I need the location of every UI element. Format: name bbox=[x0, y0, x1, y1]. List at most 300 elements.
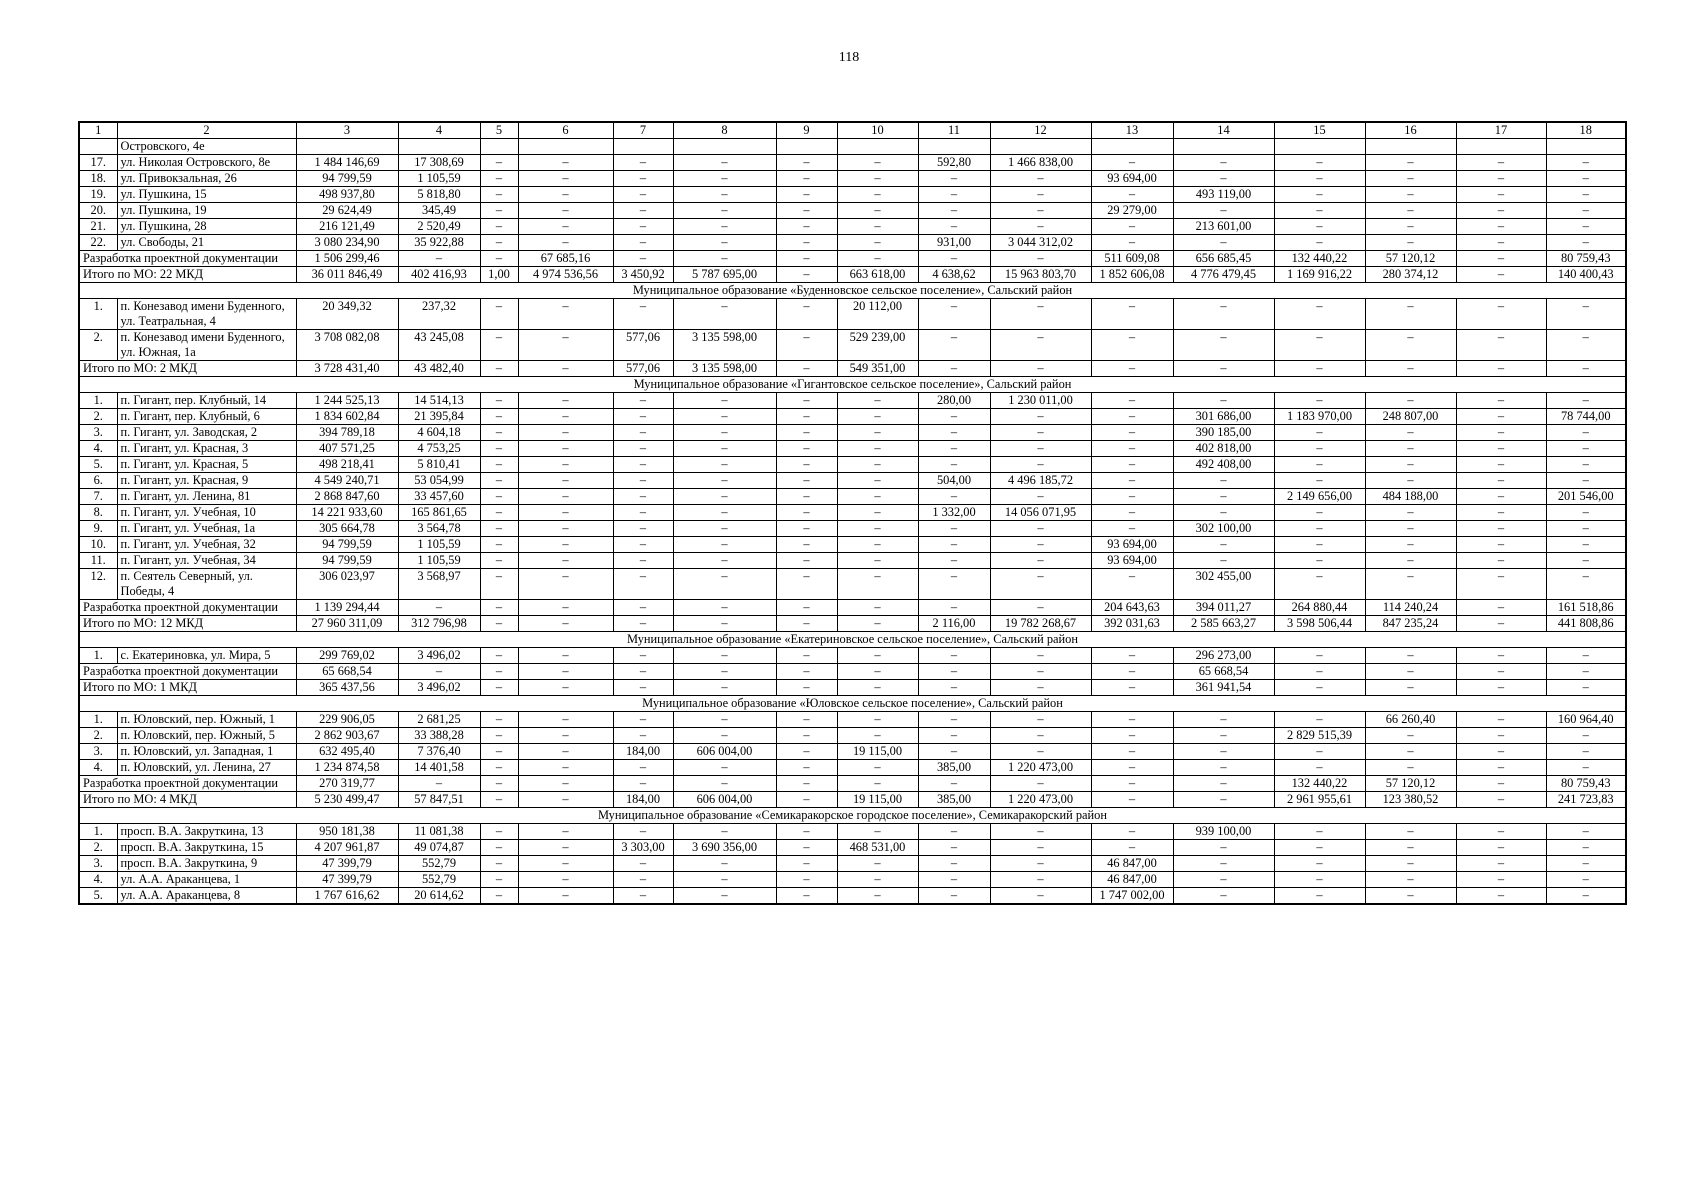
table-cell: – bbox=[1091, 569, 1173, 600]
summary-label: Итого по МО: 2 МКД bbox=[79, 361, 296, 377]
table-cell: – bbox=[1274, 361, 1365, 377]
table-cell: – bbox=[1274, 872, 1365, 888]
table-cell: – bbox=[613, 648, 673, 664]
section-title: Муниципальное образование «Гигантовское сельское поселение», Сальский район bbox=[79, 377, 1626, 393]
table-cell: 1 767 616,62 bbox=[296, 888, 398, 905]
table-cell: – bbox=[613, 171, 673, 187]
table-cell: – bbox=[837, 553, 918, 569]
table-cell: 123 380,52 bbox=[1365, 792, 1456, 808]
table-row bbox=[79, 473, 1626, 489]
table-cell: – bbox=[1456, 155, 1546, 171]
table-cell: – bbox=[837, 425, 918, 441]
address-cell: п. Гигант, ул. Учебная, 1а bbox=[117, 521, 296, 537]
table-cell: – bbox=[776, 600, 837, 616]
table-cell: 3 690 356,00 bbox=[673, 840, 776, 856]
section-header-row bbox=[79, 632, 1626, 648]
table-cell: – bbox=[1546, 664, 1626, 680]
table-row bbox=[79, 489, 1626, 505]
table-cell: – bbox=[1091, 776, 1173, 792]
table-cell: 27 960 311,09 bbox=[296, 616, 398, 632]
table-cell: – bbox=[518, 872, 613, 888]
table-cell bbox=[1091, 139, 1173, 155]
table-cell: – bbox=[990, 330, 1091, 361]
table-cell: – bbox=[673, 505, 776, 521]
table-cell: 11 081,38 bbox=[398, 824, 480, 840]
address-cell: ул. А.А. Араканцева, 8 bbox=[117, 888, 296, 905]
table-cell: – bbox=[1274, 171, 1365, 187]
table-cell: 3 568,97 bbox=[398, 569, 480, 600]
table-cell: 385,00 bbox=[918, 792, 990, 808]
row-number: 6. bbox=[79, 473, 117, 489]
table-cell: – bbox=[776, 537, 837, 553]
table-cell: – bbox=[918, 712, 990, 728]
table-row bbox=[79, 299, 1626, 330]
data-table bbox=[78, 121, 1627, 905]
table-cell: – bbox=[990, 569, 1091, 600]
address-cell: п. Гигант, ул. Красная, 9 bbox=[117, 473, 296, 489]
table-cell: 46 847,00 bbox=[1091, 872, 1173, 888]
table-cell: – bbox=[1546, 187, 1626, 203]
table-cell: 498 937,80 bbox=[296, 187, 398, 203]
table-cell: – bbox=[776, 361, 837, 377]
row-number: 2. bbox=[79, 409, 117, 425]
table-cell: – bbox=[776, 393, 837, 409]
table-cell: – bbox=[1546, 361, 1626, 377]
table-cell: – bbox=[990, 680, 1091, 696]
table-cell: – bbox=[673, 409, 776, 425]
table-cell: – bbox=[776, 792, 837, 808]
table-cell: – bbox=[480, 505, 518, 521]
address-cell: п. Гигант, ул. Учебная, 10 bbox=[117, 505, 296, 521]
table-cell: – bbox=[1274, 840, 1365, 856]
summary-row bbox=[79, 361, 1626, 377]
table-cell: – bbox=[1546, 840, 1626, 856]
table-cell: – bbox=[518, 203, 613, 219]
table-cell: – bbox=[1546, 728, 1626, 744]
column-header: 7 bbox=[613, 122, 673, 139]
table-cell: 394 789,18 bbox=[296, 425, 398, 441]
table-cell: – bbox=[613, 553, 673, 569]
table-cell: 302 455,00 bbox=[1173, 569, 1274, 600]
row-number: 2. bbox=[79, 728, 117, 744]
table-cell: 4 974 536,56 bbox=[518, 267, 613, 283]
table-cell: – bbox=[518, 600, 613, 616]
table-cell: 3 135 598,00 bbox=[673, 361, 776, 377]
table-cell: 66 260,40 bbox=[1365, 712, 1456, 728]
table-row bbox=[79, 155, 1626, 171]
table-cell: – bbox=[480, 600, 518, 616]
table-cell: – bbox=[990, 712, 1091, 728]
table-cell: – bbox=[1546, 648, 1626, 664]
column-header: 12 bbox=[990, 122, 1091, 139]
table-cell: – bbox=[1274, 187, 1365, 203]
table-cell: – bbox=[1546, 235, 1626, 251]
table-cell: – bbox=[673, 425, 776, 441]
table-cell: 492 408,00 bbox=[1173, 457, 1274, 473]
table-cell: – bbox=[1365, 187, 1456, 203]
address-cell: п. Гигант, ул. Ленина, 81 bbox=[117, 489, 296, 505]
address-cell: п. Конезавод имени Буденного, ул. Театральная, 4 bbox=[117, 299, 296, 330]
table-cell: – bbox=[1173, 712, 1274, 728]
table-cell: – bbox=[776, 872, 837, 888]
table-cell: – bbox=[480, 330, 518, 361]
table-cell: – bbox=[776, 553, 837, 569]
row-number: 3. bbox=[79, 425, 117, 441]
table-row bbox=[79, 537, 1626, 553]
table-cell: – bbox=[776, 473, 837, 489]
table-cell: – bbox=[613, 680, 673, 696]
table-cell: – bbox=[1365, 521, 1456, 537]
table-cell: – bbox=[1274, 457, 1365, 473]
table-cell: – bbox=[1091, 235, 1173, 251]
table-cell: – bbox=[518, 425, 613, 441]
table-cell: – bbox=[480, 824, 518, 840]
table-cell: – bbox=[918, 251, 990, 267]
table-cell: 132 440,22 bbox=[1274, 251, 1365, 267]
table-row bbox=[79, 505, 1626, 521]
summary-label: Итого по МО: 1 МКД bbox=[79, 680, 296, 696]
table-cell: – bbox=[837, 712, 918, 728]
table-cell: – bbox=[613, 473, 673, 489]
table-cell: – bbox=[990, 776, 1091, 792]
table-cell: 1 466 838,00 bbox=[990, 155, 1091, 171]
table-row bbox=[79, 457, 1626, 473]
table-cell bbox=[1456, 139, 1546, 155]
table-cell: – bbox=[518, 824, 613, 840]
table-cell: – bbox=[918, 441, 990, 457]
table-cell: 33 388,28 bbox=[398, 728, 480, 744]
table-cell: – bbox=[1091, 187, 1173, 203]
table-cell: – bbox=[518, 521, 613, 537]
table-cell: – bbox=[990, 537, 1091, 553]
table-cell: – bbox=[1091, 219, 1173, 235]
table-cell: – bbox=[1456, 728, 1546, 744]
table-cell: – bbox=[1365, 569, 1456, 600]
table-row bbox=[79, 139, 1626, 155]
table-cell: – bbox=[837, 824, 918, 840]
table-cell: – bbox=[1091, 744, 1173, 760]
table-cell: 4 638,62 bbox=[918, 267, 990, 283]
table-cell: – bbox=[1456, 203, 1546, 219]
table-cell: – bbox=[1173, 489, 1274, 505]
table-cell: – bbox=[776, 251, 837, 267]
table-cell: – bbox=[837, 203, 918, 219]
table-cell: – bbox=[990, 441, 1091, 457]
table-cell bbox=[1365, 139, 1456, 155]
table-cell: – bbox=[480, 569, 518, 600]
table-cell: – bbox=[776, 505, 837, 521]
table-cell: – bbox=[613, 505, 673, 521]
table-cell: – bbox=[673, 616, 776, 632]
table-cell: 2 520,49 bbox=[398, 219, 480, 235]
address-cell: п. Гигант, пер. Клубный, 6 bbox=[117, 409, 296, 425]
table-cell: – bbox=[1546, 393, 1626, 409]
table-row bbox=[79, 425, 1626, 441]
table-cell: – bbox=[918, 744, 990, 760]
row-number: 1. bbox=[79, 648, 117, 664]
table-cell: – bbox=[776, 441, 837, 457]
table-cell: – bbox=[613, 251, 673, 267]
table-row bbox=[79, 824, 1626, 840]
table-cell: – bbox=[1456, 187, 1546, 203]
table-cell: – bbox=[673, 457, 776, 473]
table-cell: – bbox=[776, 187, 837, 203]
table-cell: – bbox=[837, 856, 918, 872]
table-cell: – bbox=[673, 680, 776, 696]
table-cell: – bbox=[776, 616, 837, 632]
table-cell: – bbox=[518, 330, 613, 361]
table-cell: – bbox=[1274, 760, 1365, 776]
table-cell: – bbox=[673, 600, 776, 616]
table-cell: – bbox=[613, 441, 673, 457]
column-header: 15 bbox=[1274, 122, 1365, 139]
table-cell: – bbox=[776, 489, 837, 505]
table-cell: 1,00 bbox=[480, 267, 518, 283]
table-cell: 1 852 606,08 bbox=[1091, 267, 1173, 283]
table-cell: – bbox=[1274, 521, 1365, 537]
table-cell: 1 220 473,00 bbox=[990, 792, 1091, 808]
table-cell: 402 818,00 bbox=[1173, 441, 1274, 457]
table-cell: – bbox=[1274, 299, 1365, 330]
table-cell: – bbox=[990, 299, 1091, 330]
table-cell: – bbox=[1365, 680, 1456, 696]
table-cell: 3 080 234,90 bbox=[296, 235, 398, 251]
table-cell: – bbox=[1546, 744, 1626, 760]
table-cell: – bbox=[673, 155, 776, 171]
section-header-row bbox=[79, 283, 1626, 299]
table-cell: – bbox=[613, 409, 673, 425]
table-cell: – bbox=[837, 505, 918, 521]
table-cell: 549 351,00 bbox=[837, 361, 918, 377]
table-cell: – bbox=[776, 648, 837, 664]
table-cell: 19 782 268,67 bbox=[990, 616, 1091, 632]
table-cell: 529 239,00 bbox=[837, 330, 918, 361]
table-cell: – bbox=[673, 664, 776, 680]
table-cell: 94 799,59 bbox=[296, 171, 398, 187]
row-number: 5. bbox=[79, 888, 117, 905]
table-cell: – bbox=[613, 393, 673, 409]
table-cell: – bbox=[518, 616, 613, 632]
table-cell: 20 349,32 bbox=[296, 299, 398, 330]
table-cell: – bbox=[1546, 553, 1626, 569]
table-cell: – bbox=[1546, 824, 1626, 840]
table-cell: – bbox=[1173, 330, 1274, 361]
table-cell: – bbox=[776, 888, 837, 905]
table-cell: – bbox=[518, 744, 613, 760]
table-cell: – bbox=[918, 553, 990, 569]
table-cell: – bbox=[1456, 600, 1546, 616]
table-cell: – bbox=[1173, 393, 1274, 409]
table-cell: 847 235,24 bbox=[1365, 616, 1456, 632]
table-cell: – bbox=[1365, 219, 1456, 235]
table-cell: – bbox=[837, 600, 918, 616]
table-cell: – bbox=[776, 203, 837, 219]
table-cell: – bbox=[398, 664, 480, 680]
table-cell: – bbox=[1091, 425, 1173, 441]
table-cell: 216 121,49 bbox=[296, 219, 398, 235]
table-cell: – bbox=[837, 728, 918, 744]
table-cell: – bbox=[673, 489, 776, 505]
row-number: 18. bbox=[79, 171, 117, 187]
table-cell: – bbox=[1091, 680, 1173, 696]
table-cell: – bbox=[1091, 299, 1173, 330]
table-cell: – bbox=[837, 664, 918, 680]
table-cell: 592,80 bbox=[918, 155, 990, 171]
table-row bbox=[79, 553, 1626, 569]
table-cell: – bbox=[1173, 553, 1274, 569]
table-cell: – bbox=[1546, 203, 1626, 219]
table-cell: – bbox=[1456, 760, 1546, 776]
table-cell: – bbox=[990, 409, 1091, 425]
table-cell: – bbox=[990, 489, 1091, 505]
table-cell: – bbox=[480, 235, 518, 251]
table-cell: – bbox=[398, 776, 480, 792]
table-cell: – bbox=[518, 776, 613, 792]
table-cell: – bbox=[1173, 235, 1274, 251]
table-cell: – bbox=[1456, 235, 1546, 251]
table-cell: – bbox=[1456, 330, 1546, 361]
table-cell: – bbox=[1456, 521, 1546, 537]
table-cell: – bbox=[1546, 425, 1626, 441]
table-cell: – bbox=[1091, 441, 1173, 457]
table-cell: – bbox=[1456, 505, 1546, 521]
table-cell: – bbox=[1091, 760, 1173, 776]
table-cell: 392 031,63 bbox=[1091, 616, 1173, 632]
table-cell: – bbox=[1173, 760, 1274, 776]
table-cell: – bbox=[837, 251, 918, 267]
table-cell: – bbox=[776, 425, 837, 441]
table-row bbox=[79, 840, 1626, 856]
table-cell: 365 437,56 bbox=[296, 680, 398, 696]
table-cell: 301 686,00 bbox=[1173, 409, 1274, 425]
table-cell: – bbox=[837, 393, 918, 409]
table-cell bbox=[918, 139, 990, 155]
row-number: 3. bbox=[79, 856, 117, 872]
row-number: 4. bbox=[79, 441, 117, 457]
table-cell: – bbox=[613, 235, 673, 251]
table-cell bbox=[990, 139, 1091, 155]
table-cell: – bbox=[613, 664, 673, 680]
table-cell: – bbox=[837, 155, 918, 171]
table-cell: – bbox=[1173, 155, 1274, 171]
table-cell: – bbox=[518, 187, 613, 203]
table-cell: – bbox=[837, 680, 918, 696]
table-row bbox=[79, 521, 1626, 537]
row-number: 4. bbox=[79, 760, 117, 776]
summary-row bbox=[79, 792, 1626, 808]
table-cell: – bbox=[1456, 744, 1546, 760]
table-cell: 3 598 506,44 bbox=[1274, 616, 1365, 632]
address-cell: ул. Пушкина, 19 bbox=[117, 203, 296, 219]
table-cell: – bbox=[1091, 521, 1173, 537]
table-cell: – bbox=[518, 155, 613, 171]
table-row bbox=[79, 648, 1626, 664]
summary-row bbox=[79, 664, 1626, 680]
table-row bbox=[79, 728, 1626, 744]
table-cell: 577,06 bbox=[613, 361, 673, 377]
table-cell: – bbox=[1091, 155, 1173, 171]
table-cell: – bbox=[673, 473, 776, 489]
table-cell: – bbox=[1274, 425, 1365, 441]
table-body bbox=[79, 122, 1626, 904]
table-cell: 43 482,40 bbox=[398, 361, 480, 377]
table-cell: – bbox=[1091, 489, 1173, 505]
table-cell: – bbox=[776, 856, 837, 872]
table-cell: 296 273,00 bbox=[1173, 648, 1274, 664]
table-cell: 2 868 847,60 bbox=[296, 489, 398, 505]
table-row bbox=[79, 872, 1626, 888]
table-cell: – bbox=[518, 361, 613, 377]
column-header: 11 bbox=[918, 122, 990, 139]
table-cell: 4 776 479,45 bbox=[1173, 267, 1274, 283]
column-header: 10 bbox=[837, 122, 918, 139]
table-cell: – bbox=[1173, 728, 1274, 744]
table-cell: – bbox=[1274, 744, 1365, 760]
table-cell: – bbox=[1365, 648, 1456, 664]
table-cell: – bbox=[990, 648, 1091, 664]
table-cell: 1 183 970,00 bbox=[1274, 409, 1365, 425]
table-cell: – bbox=[1456, 441, 1546, 457]
table-cell: – bbox=[1274, 888, 1365, 905]
table-cell: – bbox=[990, 521, 1091, 537]
table-cell: 114 240,24 bbox=[1365, 600, 1456, 616]
summary-label: Итого по МО: 22 МКД bbox=[79, 267, 296, 283]
table-cell: – bbox=[1274, 155, 1365, 171]
table-cell: – bbox=[673, 521, 776, 537]
table-cell: – bbox=[837, 760, 918, 776]
table-cell: – bbox=[673, 888, 776, 905]
summary-label: Разработка проектной документации bbox=[79, 776, 296, 792]
table-cell: – bbox=[613, 203, 673, 219]
table-cell: – bbox=[1456, 361, 1546, 377]
table-cell: – bbox=[1546, 872, 1626, 888]
table-cell: – bbox=[480, 489, 518, 505]
table-cell: – bbox=[918, 330, 990, 361]
address-cell: п. Гигант, ул. Учебная, 32 bbox=[117, 537, 296, 553]
row-number: 12. bbox=[79, 569, 117, 600]
table-cell: 36 011 846,49 bbox=[296, 267, 398, 283]
column-header: 2 bbox=[117, 122, 296, 139]
table-cell: – bbox=[480, 409, 518, 425]
table-cell: 280 374,12 bbox=[1365, 267, 1456, 283]
table-cell: – bbox=[1456, 393, 1546, 409]
table-cell: – bbox=[480, 361, 518, 377]
column-header: 1 bbox=[79, 122, 117, 139]
table-cell: 3 044 312,02 bbox=[990, 235, 1091, 251]
table-cell: – bbox=[1173, 473, 1274, 489]
table-cell: – bbox=[1173, 856, 1274, 872]
table-cell: – bbox=[613, 537, 673, 553]
table-cell: 4 753,25 bbox=[398, 441, 480, 457]
summary-row bbox=[79, 616, 1626, 632]
table-cell: 3 450,92 bbox=[613, 267, 673, 283]
table-cell: – bbox=[613, 856, 673, 872]
table-cell: – bbox=[1456, 569, 1546, 600]
table-cell: 4 207 961,87 bbox=[296, 840, 398, 856]
table-cell: – bbox=[673, 235, 776, 251]
table-cell: – bbox=[398, 600, 480, 616]
table-cell: – bbox=[480, 155, 518, 171]
table-cell: – bbox=[1274, 330, 1365, 361]
address-cell: п. Юловский, ул. Ленина, 27 bbox=[117, 760, 296, 776]
table-cell: – bbox=[1091, 664, 1173, 680]
address-cell: п. Юловский, ул. Западная, 1 bbox=[117, 744, 296, 760]
address-cell: просп. В.А. Закруткина, 9 bbox=[117, 856, 296, 872]
table-cell: – bbox=[1456, 553, 1546, 569]
table-cell: – bbox=[1274, 824, 1365, 840]
table-cell: 165 861,65 bbox=[398, 505, 480, 521]
table-cell: – bbox=[776, 840, 837, 856]
